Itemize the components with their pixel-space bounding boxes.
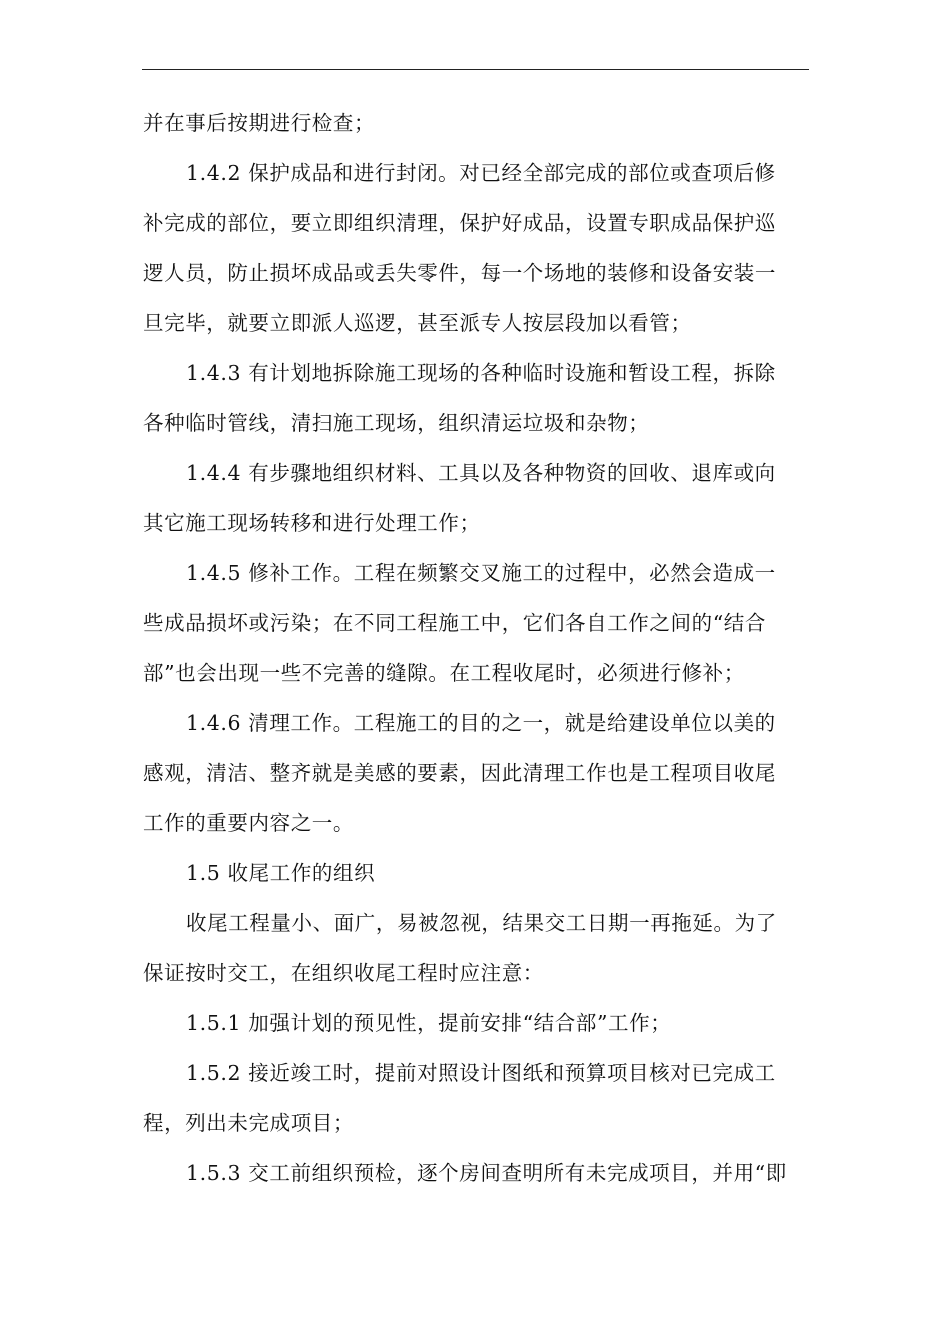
paragraph-line: 逻人员，防止损坏成品或丢失零件，每一个场地的装修和设备安装一 (143, 261, 776, 285)
paragraph-line: 其它施工现场转移和进行处理工作； (143, 511, 481, 535)
paragraph-line: 旦完毕，就要立即派人巡逻，甚至派专人按层段加以看管； (143, 311, 692, 335)
paragraph-first-line: 1.5.3 交工前组织预检，逐个房间查明所有未完成项目，并用“即 (186, 1161, 787, 1185)
paragraph-first-line: 1.5.1 加强计划的预见性，提前安排“结合部”工作； (186, 1011, 672, 1035)
paragraph-first-line: 1.5 收尾工作的组织 (186, 861, 376, 885)
paragraph-line: 工作的重要内容之一。 (143, 811, 354, 835)
paragraph-first-line: 1.5.2 接近竣工时，提前对照设计图纸和预算项目核对已完成工 (186, 1061, 776, 1085)
paragraph-line: 些成品损坏或污染；在不同工程施工中，它们各自工作之间的“结合 (143, 611, 766, 635)
paragraph-line: 部”也会出现一些不完善的缝隙。在工程收尾时，必须进行修补； (143, 661, 745, 685)
document-body (143, 98, 815, 1198)
paragraph-line: 补完成的部位，要立即组织清理，保护好成品，设置专职成品保护巡 (143, 211, 776, 235)
paragraph-line: 并在事后按期进行检查； (143, 111, 376, 135)
paragraph-line: 程，列出未完成项目； (143, 1111, 354, 1135)
paragraph-first-line: 1.4.4 有步骤地组织材料、工具以及各种物资的回收、退库或向 (186, 461, 776, 485)
paragraph-first-line: 1.4.2 保护成品和进行封闭。对已经全部完成的部位或查项后修 (186, 161, 776, 185)
paragraph-first-line: 收尾工程量小、面广，易被忽视，结果交工日期一再拖延。为了 (186, 911, 777, 935)
paragraph-first-line: 1.4.3 有计划地拆除施工现场的各种临时设施和暂设工程，拆除 (186, 361, 776, 385)
paragraph-line: 各种临时管线，清扫施工现场，组织清运垃圾和杂物； (143, 411, 650, 435)
paragraph-first-line: 1.4.6 清理工作。工程施工的目的之一，就是给建设单位以美的 (186, 711, 776, 735)
paragraph-line: 保证按时交工，在组织收尾工程时应注意： (143, 961, 544, 985)
paragraph-line: 感观，清洁、整齐就是美感的要素，因此清理工作也是工程项目收尾 (143, 761, 776, 785)
header-rule (142, 69, 809, 70)
paragraph-first-line: 1.4.5 修补工作。工程在频繁交叉施工的过程中，必然会造成一 (186, 561, 776, 585)
